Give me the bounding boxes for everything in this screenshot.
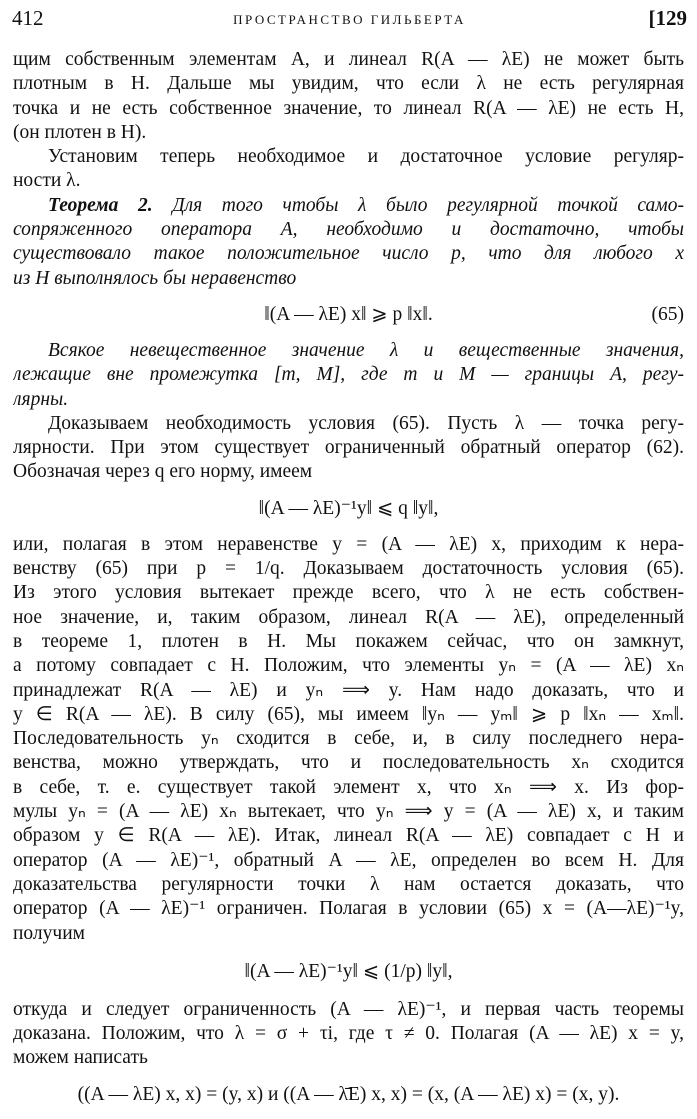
text-line: ности λ. <box>13 170 81 192</box>
page-header <box>12 6 687 36</box>
theorem-text-line: сопряженного оператора A, необходимо и достаточно, чтобы <box>13 219 684 241</box>
text-line: Последовательность yₙ сходится в себе, и, в силу последнего нера- <box>13 728 684 750</box>
theorem-text-line: Всякое невещественное значение λ и вещественные значения, <box>48 339 684 361</box>
text-line: оператор (A — λE)⁻¹ ограничен. Полагая в условии (65) x = (A—λE)⁻¹y, <box>13 898 684 920</box>
text-line: венству (65) при p = 1/q. Доказываем достаточность условия (65). <box>13 558 684 580</box>
text-line: Из этого условия вытекает прежде всего, что λ не есть собствен- <box>13 582 684 604</box>
theorem-text-line: из H выполнялось бы неравенство <box>13 267 297 289</box>
text-line: (он плотен в H). <box>13 121 147 143</box>
text-line: ное значение, и, таким образом, линеал R(A — λE), определенный <box>13 606 684 628</box>
equation-65 <box>13 291 684 339</box>
text-line: оператор (A — λE)⁻¹, обратный A — λE, определен во всем H. Для <box>13 849 684 871</box>
text-line: Обозначая через q его норму, имеем <box>13 461 313 483</box>
running-title: ПРОСТРАНСТВО ГИЛЬБЕРТА <box>233 12 466 27</box>
text-line: плотным в H. Дальше мы увидим, что если λ не есть регулярная <box>13 73 684 95</box>
equation-number: (65) <box>651 303 684 325</box>
equation-norm-q: ‖(A — λE)⁻¹y‖ ⩽ q ‖y‖, <box>258 497 439 519</box>
text-line: доказана. Положим, что λ = σ + τi, где τ ≠ 0. Полагая (A — λE) x = y, <box>13 1023 684 1045</box>
text-line: а потому совпадает с H. Положим, что элементы yₙ = (A — λE) xₙ <box>13 655 684 677</box>
text-line: откуда и следует ограниченность (A — λE)⁻¹, и первая часть теоремы <box>13 998 684 1020</box>
theorem-line <box>13 194 684 218</box>
theorem-text-line: лярны. <box>13 388 69 410</box>
text-line: получим <box>13 922 85 944</box>
text-line: образом y ∈ R(A — λE). Итак, линеал R(A — λE) совпадает с H и <box>13 825 684 847</box>
text-line: принадлежат R(A — λE) и yₙ ⟹ y. Нам надо доказать, что и <box>13 679 684 701</box>
text-line: Установим теперь необходимое и достаточное условие регуляр- <box>48 146 684 168</box>
text-line: в себе, т. е. существует такой элемент x, что xₙ ⟹ x. Из фор- <box>13 776 684 798</box>
text-line: лярности. При этом существует ограниченный обратный оператор (62). <box>13 437 684 459</box>
text-line: y ∈ R(A — λE). В силу (65), мы имеем ‖yₙ — yₘ‖ ⩾ p ‖xₙ — xₘ‖. <box>13 703 684 725</box>
text-line: доказательства регулярности точки λ нам остается доказать, что <box>13 873 684 895</box>
equation-norm-p: ‖(A — λE)⁻¹y‖ ⩽ (1/p) ‖y‖, <box>244 960 453 982</box>
text-line: щим собственным элементам A, и линеал R(A — λE) не может быть <box>13 49 684 70</box>
theorem-text-line: лежащие вне промежутка [m, M], где m и M — границы A, регу- <box>13 364 684 386</box>
text-line: или, полагая в этом неравенстве y = (A — λE) x, приходим к нера- <box>13 533 684 555</box>
page-body <box>13 48 684 1119</box>
section-number: [129 <box>648 6 687 30</box>
text-line: Доказываем необходимость условия (65). Пусть λ — точка регу- <box>48 412 684 434</box>
text-line: мулы yₙ = (A — λE) xₙ вытекает, что yₙ ⟹ y = (A — λE) x, и таким <box>13 801 684 823</box>
text-line: можем написать <box>13 1047 148 1069</box>
theorem-text: Для того чтобы λ было регулярной точкой само- <box>172 194 684 216</box>
page-number: 412 <box>12 6 44 30</box>
equation-body: ‖(A — λE) x‖ ⩾ p ‖x‖. <box>264 303 433 325</box>
theorem-label: Теорема 2. <box>48 194 153 216</box>
text-line: венства, можно утверждать, что и последовательность xₙ сходится <box>13 752 684 774</box>
text-line: в теореме 1, плотен в H. Мы покажем сейчас, что он замкнут, <box>13 630 684 652</box>
text-line: точка и не есть собственное значение, то линеал R(A — λE) не есть H, <box>13 97 684 119</box>
equation-inner-products: ((A — λE) x, x) = (y, x) и ((A — λ̄E) x, x) = (x, (A — λE) x) = (x, y). <box>77 1083 620 1105</box>
theorem-text-line: существовало такое положительное число p, что для любого x <box>13 243 684 265</box>
